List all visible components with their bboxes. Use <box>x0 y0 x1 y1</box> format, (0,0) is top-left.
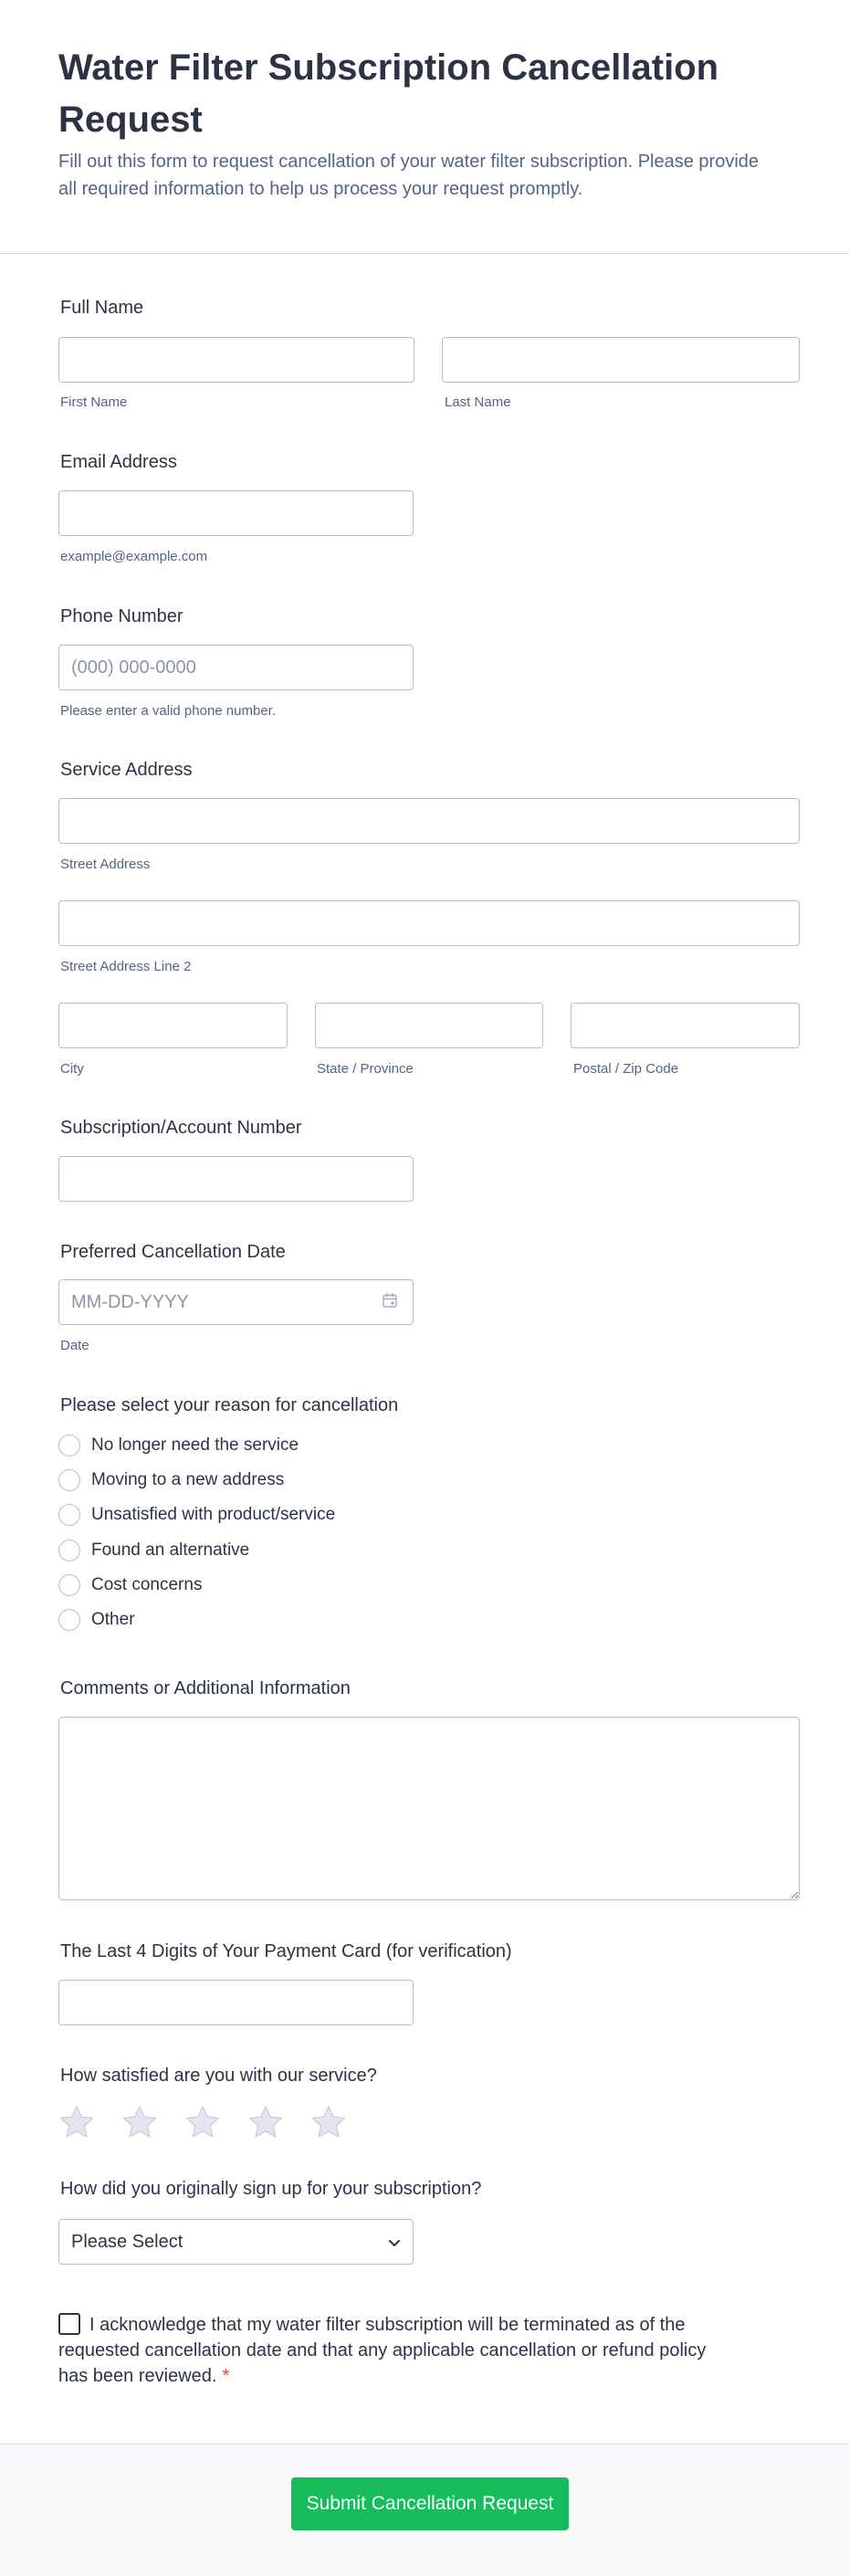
signup-method-label: How did you originally sign up for your subscription? <box>60 2179 482 2199</box>
card-digits-label: The Last 4 Digits of Your Payment Card (for verification) <box>60 1941 512 1961</box>
reason-option[interactable] <box>58 1433 299 1458</box>
account-number-label: Subscription/Account Number <box>60 1118 302 1138</box>
postal-code-sublabel: Postal / Zip Code <box>573 1061 679 1077</box>
star-rating[interactable] <box>58 2104 373 2140</box>
radio-button[interactable] <box>58 1469 80 1491</box>
account-number-input[interactable] <box>58 1156 414 1202</box>
star-icon[interactable] <box>247 2104 284 2140</box>
phone-input[interactable] <box>58 645 414 690</box>
reason-option-label: No longer need the service <box>91 1435 299 1455</box>
first-name-input[interactable] <box>58 337 414 383</box>
radio-button[interactable] <box>58 1435 80 1456</box>
phone-sublabel: Please enter a valid phone number. <box>60 703 276 719</box>
full-name-label: Full Name <box>60 298 144 318</box>
reason-option-label: Other <box>91 1610 135 1629</box>
reason-option[interactable] <box>58 1572 202 1598</box>
submit-button[interactable]: Submit Cancellation Request <box>291 2477 569 2530</box>
calendar-icon[interactable] <box>382 1292 398 1309</box>
city-sublabel: City <box>60 1061 84 1077</box>
state-input[interactable] <box>315 1003 543 1048</box>
form-description: Fill out this form to request cancellation of your water filter subscription. Please provide all required information to help us process your request promptly. <box>58 152 760 199</box>
email-input[interactable] <box>58 490 414 536</box>
reason-option[interactable] <box>58 1538 249 1563</box>
address-label: Service Address <box>60 760 193 780</box>
street-address-line2-input[interactable] <box>58 900 800 946</box>
signup-method-selected: Please Select <box>71 2231 183 2252</box>
form-header <box>0 0 849 254</box>
reason-option[interactable] <box>58 1502 335 1528</box>
star-icon[interactable] <box>121 2104 158 2140</box>
first-name-sublabel: First Name <box>60 394 128 410</box>
radio-button[interactable] <box>58 1609 80 1631</box>
star-icon[interactable] <box>184 2104 221 2140</box>
postal-code-input[interactable] <box>571 1003 800 1048</box>
cancel-date-sublabel: Date <box>60 1338 89 1353</box>
reason-option-label: Cost concerns <box>91 1575 203 1594</box>
state-sublabel: State / Province <box>317 1061 414 1077</box>
comments-textarea[interactable] <box>58 1717 800 1900</box>
city-input[interactable] <box>58 1003 288 1048</box>
street-address-line2-sublabel: Street Address Line 2 <box>60 959 192 974</box>
star-icon[interactable] <box>310 2104 347 2140</box>
acknowledge-checkbox[interactable] <box>58 2313 80 2335</box>
cancel-date-input[interactable] <box>58 1279 414 1325</box>
chevron-down-icon <box>387 2235 402 2250</box>
reason-option-label: Unsatisfied with product/service <box>91 1505 336 1524</box>
acknowledge-text: I acknowledge that my water filter subscription will be terminated as of the requested cancellation date and that any applicable cancellation or refund policy has been reviewed. <box>58 2315 707 2386</box>
reason-option-label: Moving to a new address <box>91 1470 285 1489</box>
required-mark: * <box>222 2366 230 2386</box>
reason-option[interactable] <box>58 1467 284 1493</box>
reason-label: Please select your reason for cancellation <box>60 1395 399 1415</box>
satisfaction-label: How satisfied are you with our service? <box>60 2066 377 2086</box>
signup-method-select[interactable] <box>58 2219 414 2265</box>
cancel-date-label: Preferred Cancellation Date <box>60 1242 286 1262</box>
street-address-input[interactable] <box>58 798 800 844</box>
comments-label: Comments or Additional Information <box>60 1678 351 1698</box>
radio-button[interactable] <box>58 1574 80 1596</box>
email-label: Email Address <box>60 452 177 472</box>
last-name-input[interactable] <box>442 337 800 383</box>
reason-option[interactable] <box>58 1607 135 1633</box>
acknowledge-field <box>58 2312 716 2389</box>
card-digits-input[interactable] <box>58 1980 414 2025</box>
radio-button[interactable] <box>58 1540 80 1561</box>
star-icon[interactable] <box>58 2104 95 2140</box>
phone-label: Phone Number <box>60 606 183 626</box>
reason-option-label: Found an alternative <box>91 1540 250 1560</box>
email-sublabel: example@example.com <box>60 549 208 564</box>
radio-button[interactable] <box>58 1504 80 1526</box>
street-address-sublabel: Street Address <box>60 857 151 872</box>
form-title: Water Filter Subscription Cancellation Request <box>58 47 719 140</box>
last-name-sublabel: Last Name <box>445 394 511 410</box>
